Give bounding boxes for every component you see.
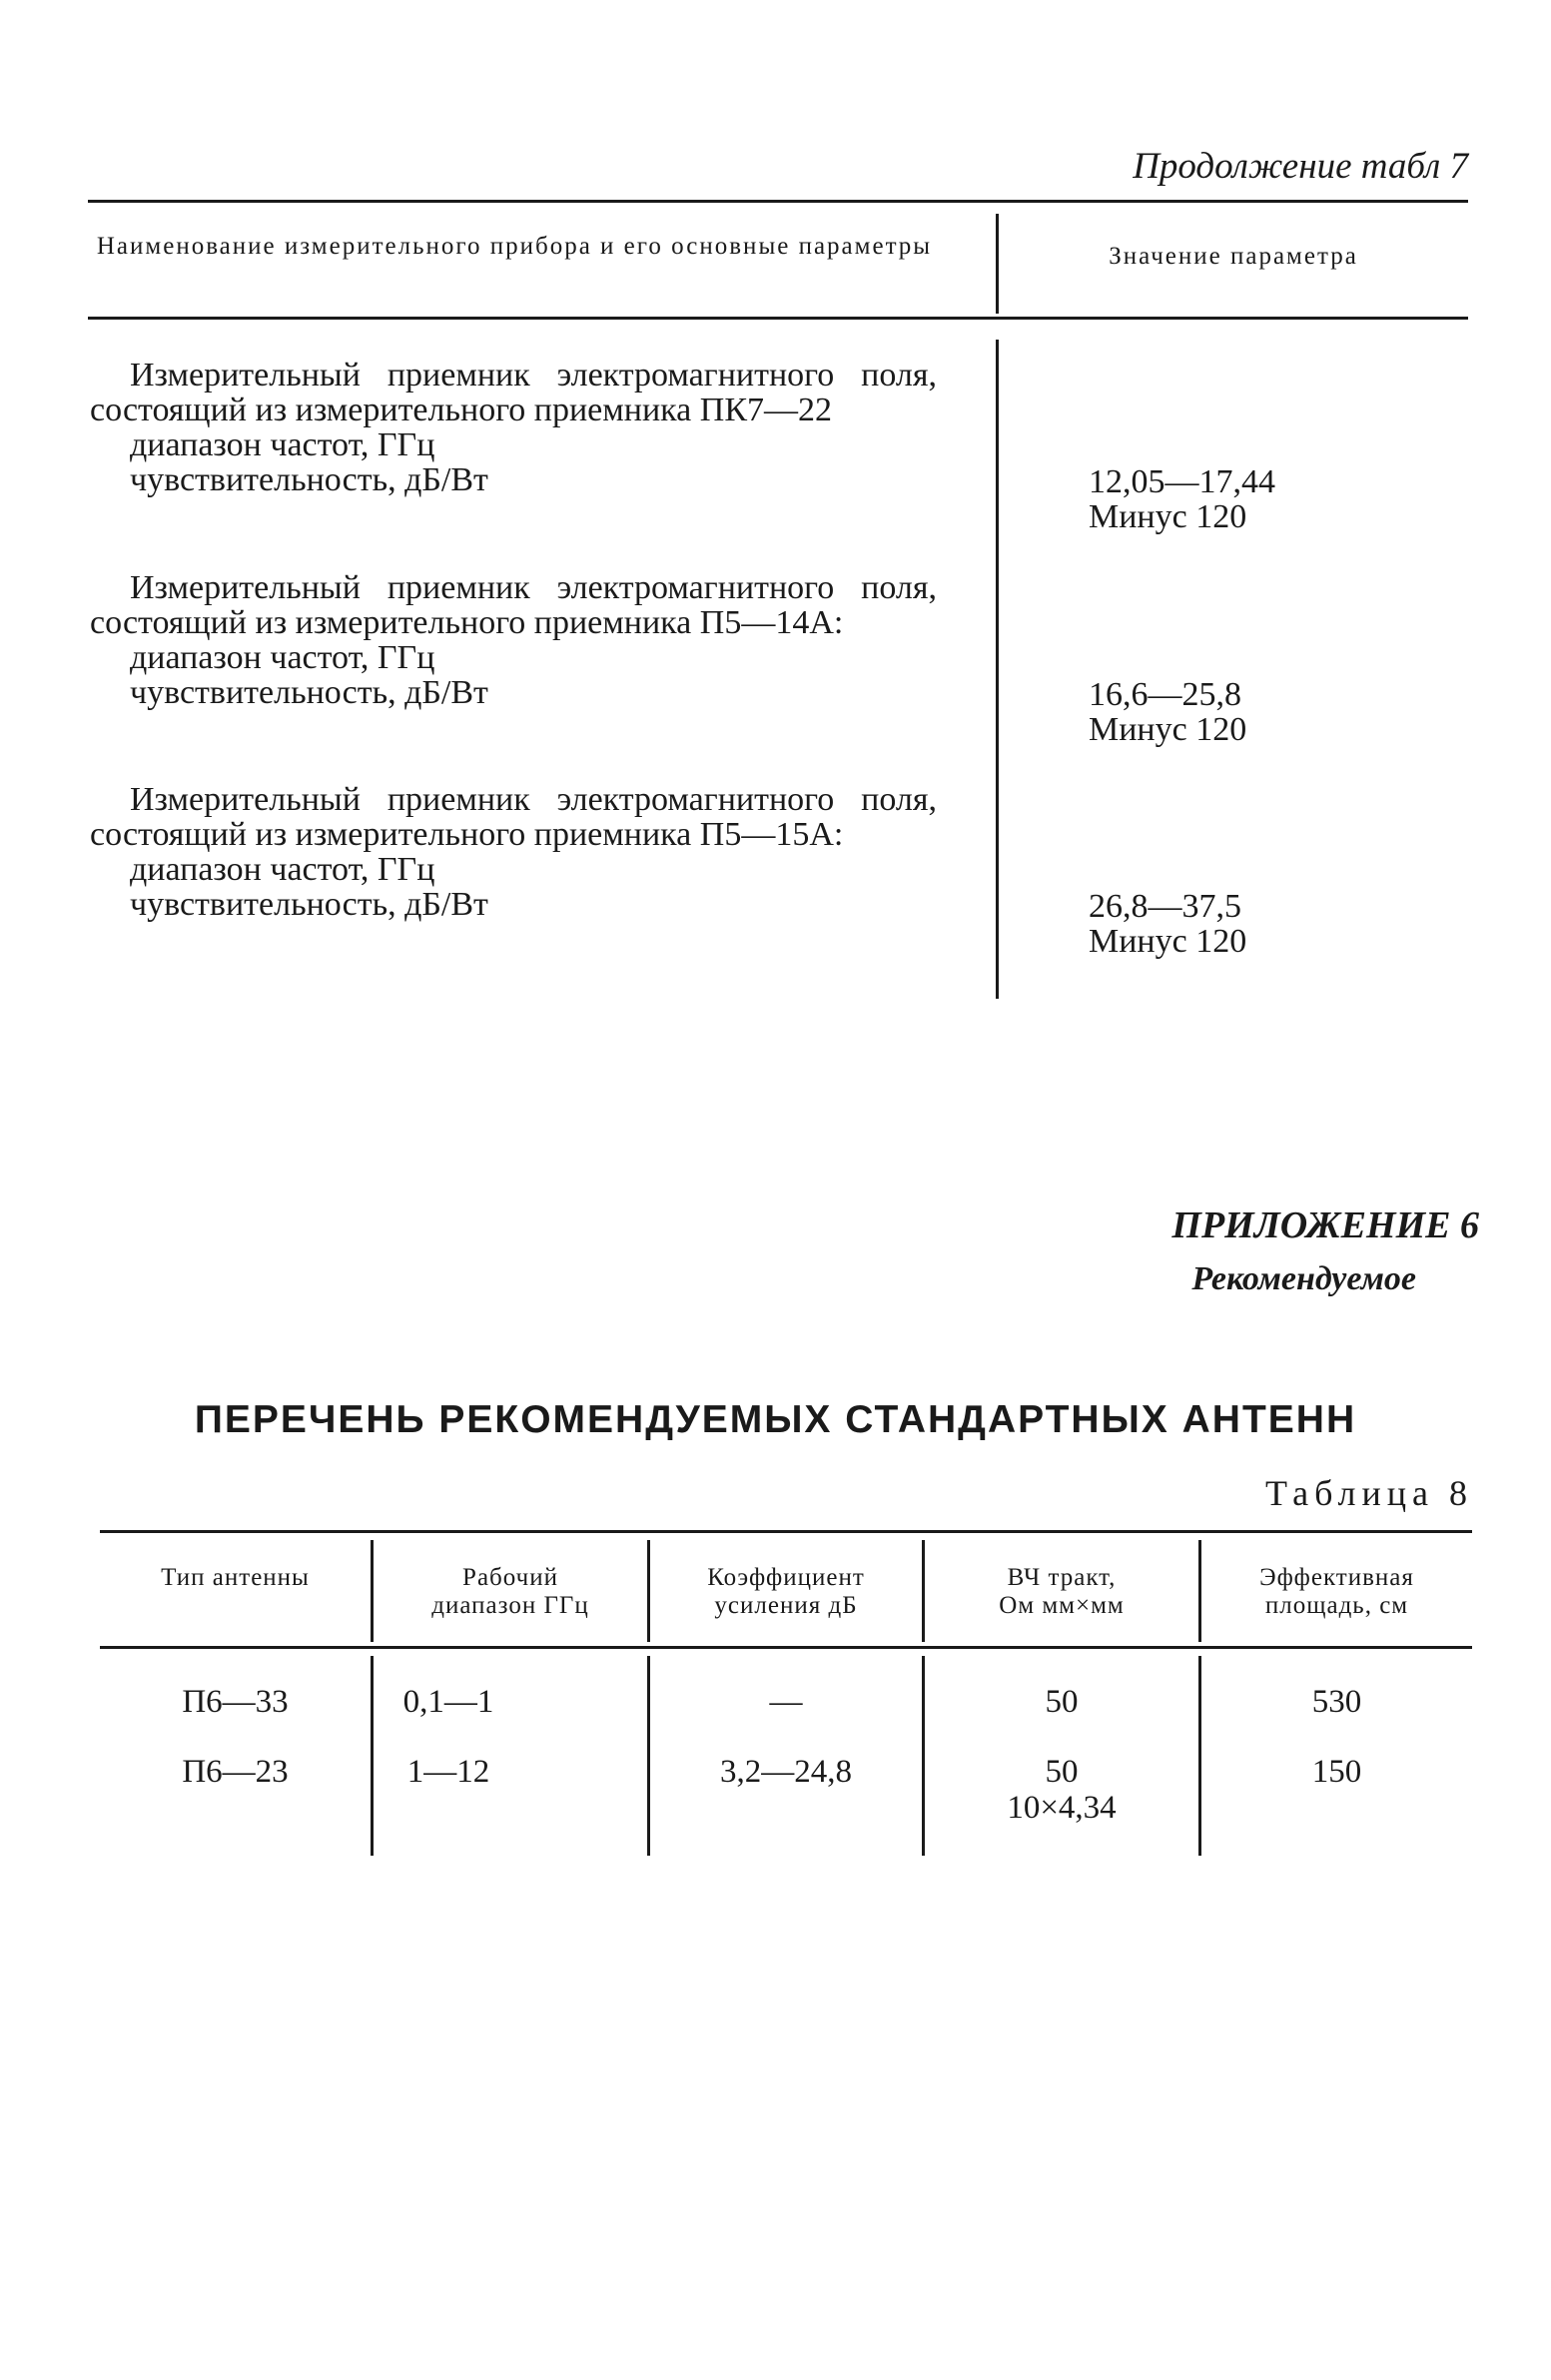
entry-param-frequency: диапазон частот, ГГц xyxy=(130,639,435,676)
entry-2-frequency-value: 16,6—25,8 xyxy=(1089,676,1241,713)
table7-header-value: Значение параметра xyxy=(1109,243,1358,270)
entry-param-sensitivity: чувствительность, дБ/Вт xyxy=(130,461,488,498)
table8-cell-range: 1—12 xyxy=(406,1754,490,1790)
table8-cell-area: 150 xyxy=(1311,1754,1362,1790)
entry-param-sensitivity: чувствительность, дБ/Вт xyxy=(130,886,488,923)
entry-param-frequency: диапазон частот, ГГц xyxy=(130,426,435,463)
continuation-label: Продолжение табл 7 xyxy=(1133,146,1468,187)
entry-param-sensitivity: чувствительность, дБ/Вт xyxy=(130,674,488,711)
entry-3-sensitivity-value: Минус 120 xyxy=(1089,923,1247,960)
entry-description: Измерительный приемник электромагнитного поля, состоящий из измерительного приемника П5—14А: xyxy=(90,569,937,641)
table8-header-feed: ВЧ тракт, Ом мм×мм xyxy=(999,1564,1125,1619)
table7-entry-1 xyxy=(90,358,937,497)
table8-cell-area: 530 xyxy=(1311,1684,1362,1720)
table8-top-rule xyxy=(100,1530,1472,1533)
table8-header-rule xyxy=(100,1646,1472,1649)
entry-3-frequency-value: 26,8—37,5 xyxy=(1089,888,1241,925)
section-heading: ПЕРЕЧЕНЬ РЕКОМЕНДУЕМЫХ СТАНДАРТНЫХ АНТЕНН xyxy=(194,1398,1357,1441)
table8-cell-range: 0,1—1 xyxy=(402,1684,494,1720)
table7-entry-2 xyxy=(90,570,937,710)
table7-entry-3 xyxy=(90,782,937,922)
table7-body-divider xyxy=(996,340,999,999)
appendix-title: ПРИЛОЖЕНИЕ 6 xyxy=(1171,1204,1479,1246)
table8-cell-gain: 3,2—24,8 xyxy=(720,1754,852,1790)
table7-header-divider xyxy=(996,214,999,314)
table8-cell-gain: — xyxy=(769,1684,803,1720)
appendix-subtitle: Рекомендуемое xyxy=(1191,1260,1416,1297)
entry-1-sensitivity-value: Минус 120 xyxy=(1089,498,1247,535)
table8-header-range: Рабочий диапазон ГГц xyxy=(431,1564,589,1619)
table8-cell-feed: 50 xyxy=(1045,1684,1079,1720)
entry-2-sensitivity-value: Минус 120 xyxy=(1089,711,1247,748)
table7-top-rule xyxy=(88,200,1468,203)
table8-cell-type: П6—23 xyxy=(182,1754,289,1790)
table8-header-area: Эффективная площадь, см xyxy=(1259,1564,1414,1619)
table7-header-name: Наименование измерительного прибора и его основные параметры xyxy=(96,233,933,260)
entry-param-frequency: диапазон частот, ГГц xyxy=(130,851,435,888)
entry-1-frequency-value: 12,05—17,44 xyxy=(1089,463,1275,500)
table7-header-rule xyxy=(88,317,1468,320)
entry-description: Измерительный приемник электромагнитного поля, состоящий из измерительного приемника П5—15А: xyxy=(90,781,937,853)
table8-header-type: Тип антенны xyxy=(161,1564,310,1591)
entry-description: Измерительный приемник электромагнитного поля, состоящий из измерительного приемника ПК7—22 xyxy=(90,357,937,428)
table8-cell-feed: 50 10×4,34 xyxy=(1007,1754,1117,1826)
table8-label: Таблица 8 xyxy=(1265,1473,1473,1513)
table8-cell-type: П6—33 xyxy=(182,1684,289,1720)
table8-header-gain: Коэффициент усиления дБ xyxy=(707,1564,865,1619)
